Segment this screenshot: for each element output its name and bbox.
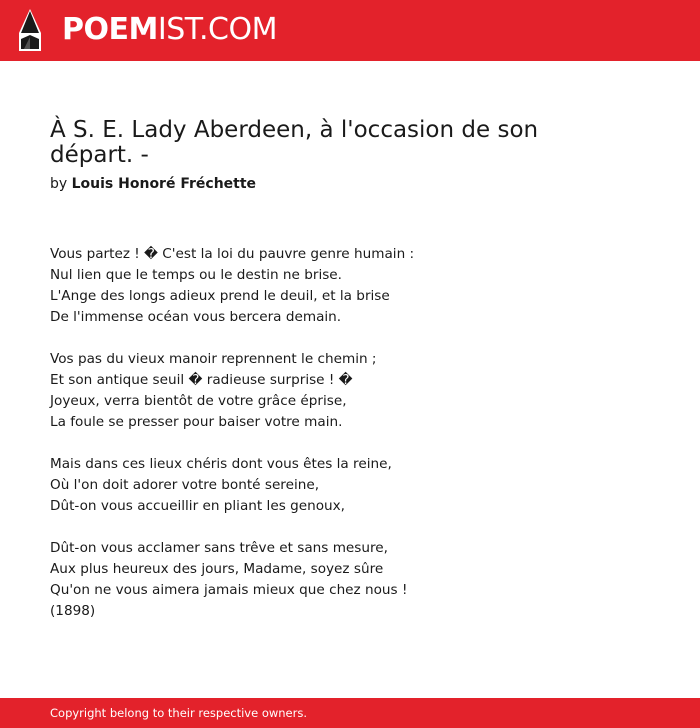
poem-line: Où l'on doit adorer votre bonté sereine, — [50, 477, 320, 493]
by-label: by — [50, 176, 68, 192]
stanza — [50, 454, 650, 517]
poem-body — [50, 244, 650, 622]
poem-line: Mais dans ces lieux chéris dont vous êtes la reine, — [50, 456, 392, 472]
stanza — [50, 244, 650, 328]
poem-line: Dût-on vous accueillir en pliant les genoux, — [50, 498, 346, 514]
byline — [50, 175, 256, 193]
poem-line: Nul lien que le temps ou le destin ne brise. — [50, 267, 342, 283]
poem-line: Et son antique seuil � radieuse surprise ! � — [50, 372, 353, 388]
poem-year: (1898) — [50, 603, 96, 619]
site-footer — [0, 698, 700, 728]
poem-line: Vos pas du vieux manoir reprennent le chemin ; — [50, 351, 377, 367]
poem-line: Vous partez ! � C'est la loi du pauvre genre humain : — [50, 246, 415, 262]
poem-title: À S. E. Lady Aberdeen, à l'occasion de son départ. - — [50, 117, 539, 168]
poem-line: Qu'on ne vous aimera jamais mieux que chez nous ! — [50, 582, 408, 598]
site-logo[interactable] — [62, 12, 277, 48]
poem-line: Joyeux, verra bientôt de votre grâce éprise, — [50, 393, 347, 409]
brand-bold: POEM — [62, 12, 158, 47]
stanza — [50, 349, 650, 433]
poem-line: La foule se presser pour baiser votre main. — [50, 414, 343, 430]
copyright-text: Copyright belong to their respective owners. — [50, 706, 308, 720]
poem-line: Aux plus heureux des jours, Madame, soyez sûre — [50, 561, 384, 577]
poem-line: Dût-on vous acclamer sans trêve et sans mesure, — [50, 540, 388, 556]
poem-line: De l'immense océan vous bercera demain. — [50, 309, 342, 325]
brand-light: IST.COM — [157, 12, 277, 47]
author-name: Louis Honoré Fréchette — [71, 176, 257, 192]
stanza — [50, 538, 650, 622]
poem-line: L'Ange des longs adieux prend le deuil, et la brise — [50, 288, 390, 304]
site-header — [0, 0, 700, 61]
pencil-icon[interactable] — [17, 9, 43, 51]
